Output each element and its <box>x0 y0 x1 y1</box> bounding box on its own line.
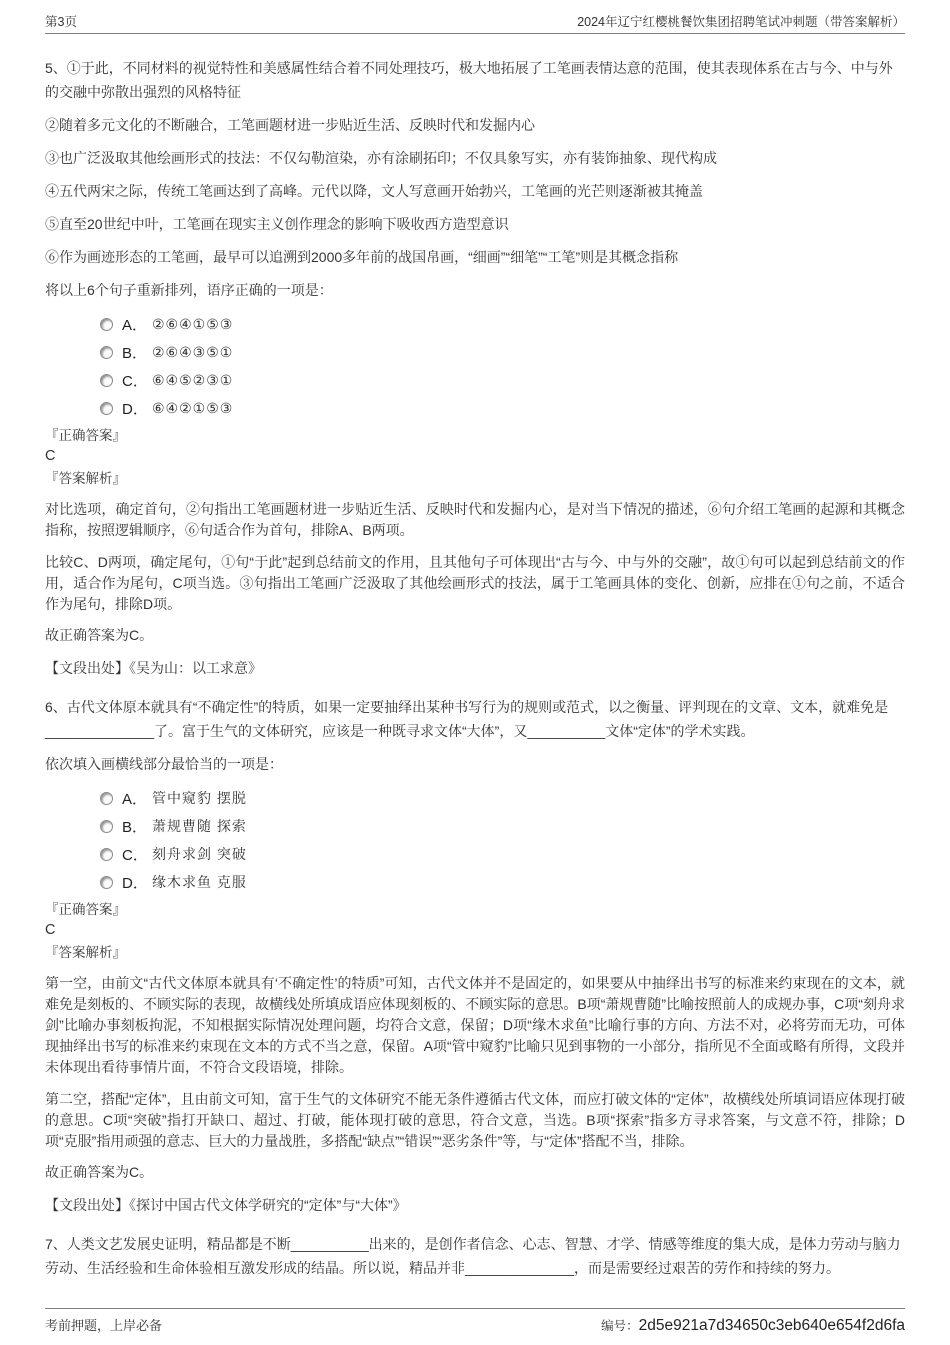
analysis-label: 『答案解析』 <box>45 471 126 486</box>
question-5-sentence-2: ②随着多元文化的不断融合，工笔画题材进一步贴近生活、反映时代和发掘内心 <box>45 117 535 133</box>
radio-button-q6-c[interactable] <box>100 848 113 861</box>
option-row-a <box>45 784 905 812</box>
option-letter: C． <box>122 372 148 390</box>
option-letter: B． <box>122 818 148 836</box>
page-footer <box>45 1308 905 1335</box>
option-row-b <box>45 338 905 366</box>
option-text: ②⑥④①⑤③ <box>152 315 234 332</box>
source-reference: 【文段出处】《探讨中国古代文体学研究的“定体”与“大体”》 <box>45 1197 407 1213</box>
question-6-stem: 依次填入画横线部分最恰当的一项是： <box>45 756 283 772</box>
option-letter: D． <box>122 874 148 892</box>
question-6-sentence-1: 6、古代文体原本就具有“不确定性”的特质，如果一定要抽绎出某种书写行为的规则或范式，以之衡量、评判现在的文章、文本，就难免是______________了。富于生气的文体研究，应该是一种既寻求文体“大体”，又__________文体“定体”的学术实践。 <box>45 699 889 739</box>
radio-button-q5-a[interactable] <box>100 318 113 331</box>
doc-code: 2d5e921a7d34650c3eb640e654f2d6fa <box>638 1317 905 1334</box>
question-5-stem: 将以上6个句子重新排列，语序正确的一项是： <box>45 282 333 298</box>
analysis-paragraph: 第一空，由前文“古代文体原本就具有‘不确定性’的特质”可知，古代文体并不是固定的，如果要从中抽绎出书写的标准来约束现在的文本，就难免是刻板的、不顾实际的表现，故横线处所填成语应体现刻板的、不顾实际的意思。B项“萧规曹随”比喻按照前人的成规办事，C项“刻舟求剑”比喻办事刻板拘泥，不知根据实际情况处理问题，均符合文意，保留；D项“缘木求鱼”比喻行事的方向、方法不对，必将劳而无功，可体现抽绎出书写的标准来约束现在文本的方式不当之意，保留。A项“管中窥豹”比喻只见到事物的一小部分，指所见不全面或略有所得，文段并未体现出看待事情片面，不符合文段语境，排除。 <box>45 975 905 1075</box>
question-5-options <box>45 310 905 422</box>
option-text: 管中窥豹 摆脱 <box>152 790 247 806</box>
correct-answer-label: 『正确答案』 <box>45 902 126 917</box>
question-5 <box>45 56 905 679</box>
radio-button-q5-c[interactable] <box>100 374 113 387</box>
option-text: ⑥④⑤②③① <box>152 371 234 388</box>
option-letter: A． <box>122 790 148 808</box>
question-5-sentence-4: ④五代两宋之际，传统工笔画达到了高峰。元代以降，文人写意画开始勃兴，工笔画的光芒则逐渐被其掩盖 <box>45 183 703 199</box>
page-header <box>45 0 905 34</box>
analysis-conclusion: 故正确答案为C。 <box>45 627 154 643</box>
doc-code-label: 编号： <box>601 1319 639 1333</box>
radio-button-q6-a[interactable] <box>100 792 113 805</box>
page-number: 第3页 <box>45 15 77 29</box>
doc-title: 2024年辽宁红樱桃餐饮集团招聘笔试冲刺题（带答案解析） <box>577 15 905 29</box>
page-content <box>45 56 905 1289</box>
question-7-sentence-1: 7、人类文艺发展史证明，精品都是不断__________出来的，是创作者信念、心志、智慧、才学、情感等维度的集大成，是体力劳动与脑力劳动、生活经验和生命体验相互激发形成的结晶。所以说，精品并非______________，而是需要经过艰苦的劳作和持续的努力。 <box>45 1236 901 1276</box>
option-text: 萧规曹随 探索 <box>152 818 247 834</box>
question-5-sentence-6: ⑥作为画迹形态的工笔画，最早可以追溯到2000多年前的战国帛画，“细画”“细笔”“工笔”则是其概念指称 <box>45 249 679 265</box>
question-5-sentence-3: ③也广泛汲取其他绘画形式的技法：不仅勾勒渲染，亦有涂刷拓印；不仅具象写实，亦有装饰抽象、现代构成 <box>45 150 717 166</box>
option-row-d <box>45 868 905 896</box>
option-text: ②⑥④③⑤① <box>152 343 234 360</box>
option-text: 刻舟求剑 突破 <box>152 846 247 862</box>
question-5-sentence-1: 5、①于此，不同材料的视觉特性和美感属性结合着不同处理技巧，极大地拓展了工笔画表情达意的范围，使其表现体系在古与今、中与外的交融中弥散出强烈的风格特征 <box>45 60 893 100</box>
option-row-c <box>45 366 905 394</box>
analysis-paragraph: 第二空，搭配“定体”，且由前文可知，富于生气的文体研究不能无条件遵循古代文体，而应打破文体的“定体”，故横线处所填词语应体现打破的意思。C项“突破”指打开缺口、超过、打破，能体现打破的意思，符合文意，当选。B项“探索”指多方寻求答案，与文意不符，排除；D项“克服”指用顽强的意志、巨大的力量战胜，多搭配“缺点”“错误”“恶劣条件”等，与“定体”搭配不当，排除。 <box>45 1091 905 1149</box>
option-row-c <box>45 840 905 868</box>
option-text: 缘木求鱼 克服 <box>152 874 247 890</box>
radio-button-q5-d[interactable] <box>100 402 113 415</box>
question-7 <box>45 1232 905 1280</box>
option-row-d <box>45 394 905 422</box>
question-6-options <box>45 784 905 896</box>
question-5-sentence-5: ⑤直至20世纪中叶，工笔画在现实主义创作理念的影响下吸收西方造型意识 <box>45 216 509 232</box>
analysis-paragraph: 比较C、D两项，确定尾句，①句“于此”起到总结前文的作用，且其他句子可体现出“古与今、中与外的交融”，故①句可以起到总结前文的作用，适合作为尾句，C项当选。③句指出工笔画广泛汲取了其他绘画形式的技法，属于工笔画具体的变化、创新，应排在①句之前，不适合作为尾句，排除D项。 <box>45 554 905 612</box>
option-letter: D． <box>122 400 148 418</box>
question-6 <box>45 695 905 1216</box>
correct-answer-value: C <box>45 448 56 464</box>
analysis-conclusion: 故正确答案为C。 <box>45 1164 154 1180</box>
correct-answer-label: 『正确答案』 <box>45 428 126 443</box>
radio-button-q6-b[interactable] <box>100 820 113 833</box>
analysis-label: 『答案解析』 <box>45 945 126 960</box>
option-letter: C． <box>122 846 148 864</box>
option-row-a <box>45 310 905 338</box>
correct-answer-value: C <box>45 922 56 938</box>
analysis-paragraph: 对比选项，确定首句，②句指出工笔画题材进一步贴近生活、反映时代和发掘内心，是对当下情况的描述，⑥句介绍工笔画的起源和其概念指称，按照逻辑顺序，⑥句适合作为首句，排除A、B两项。 <box>45 501 905 538</box>
footer-slogan: 考前押题，上岸必备 <box>45 1318 163 1333</box>
option-text: ⑥④②①⑤③ <box>152 399 234 416</box>
option-letter: A． <box>122 316 148 334</box>
radio-button-q5-b[interactable] <box>100 346 113 359</box>
radio-button-q6-d[interactable] <box>100 876 113 889</box>
option-row-b <box>45 812 905 840</box>
source-reference: 【文段出处】《吴为山：以工求意》 <box>45 660 262 676</box>
doc-code-wrap <box>601 1316 905 1335</box>
option-letter: B． <box>122 344 148 362</box>
